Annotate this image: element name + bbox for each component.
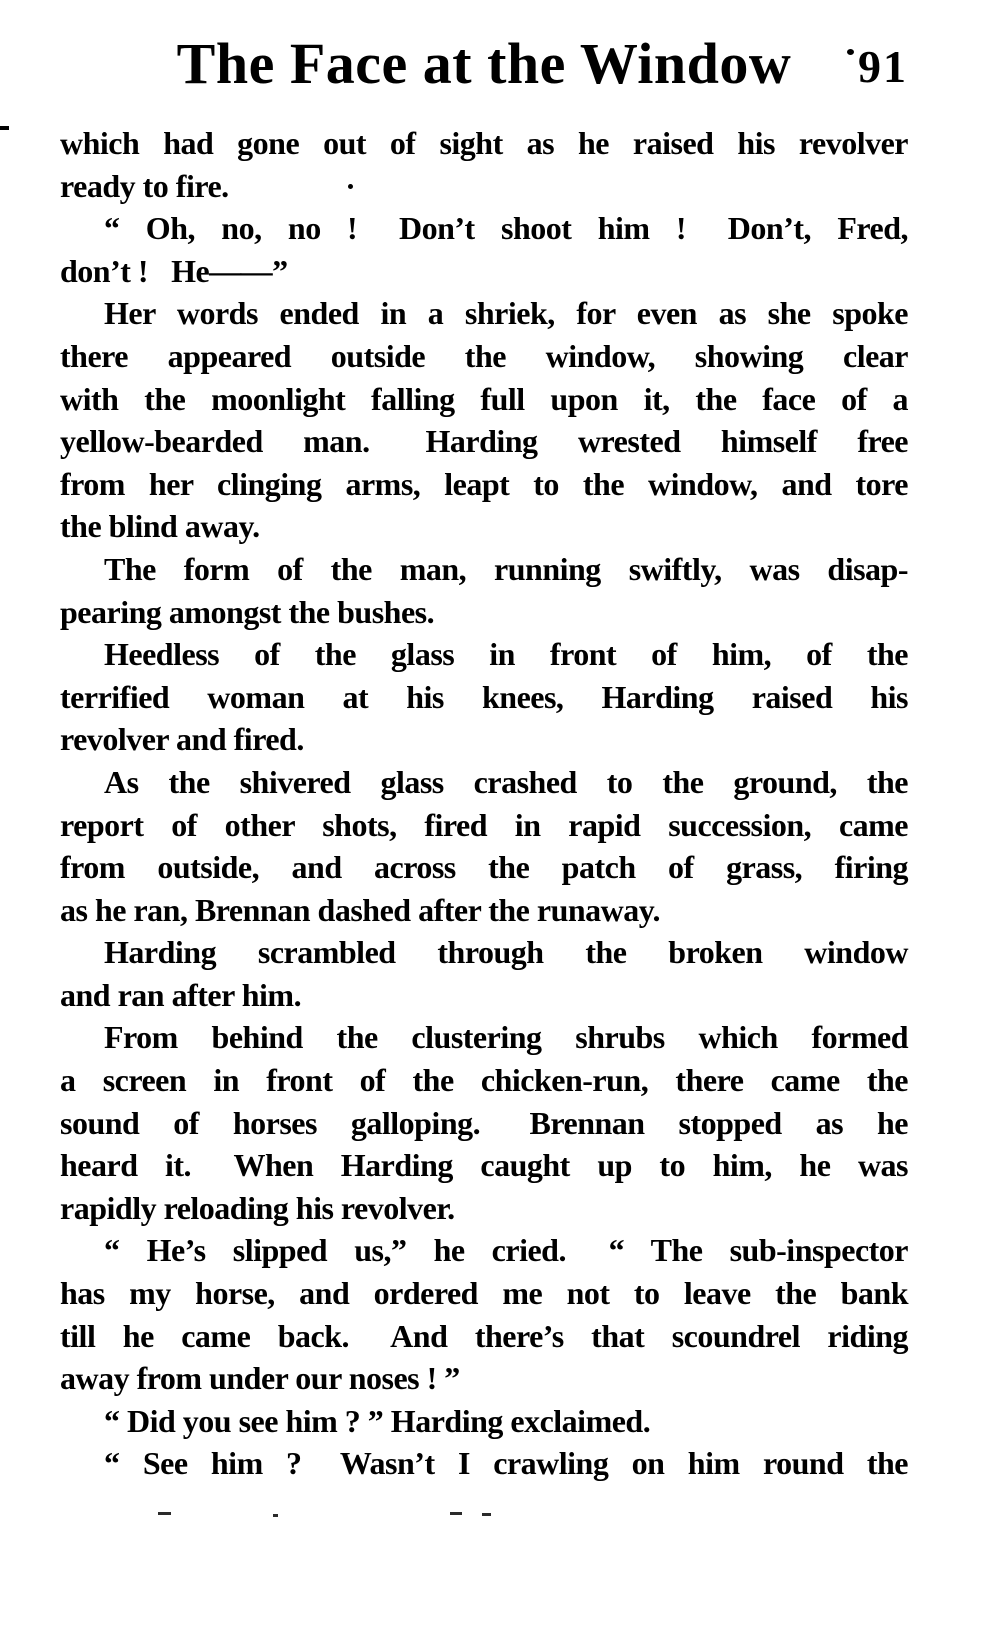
paragraph: [60, 1016, 908, 1229]
text-line: Heedless of the glass in front of him, of the: [104, 636, 908, 673]
text-line: terrified woman at his knees, Harding raised his: [60, 678, 908, 715]
scan-artifact-bottom-dash-4: [482, 1513, 491, 1516]
text-line: As the shivered glass crashed to the ground, the: [104, 763, 908, 800]
text-line: don’t ! He——”: [60, 252, 288, 289]
text-line: pearing amongst the bushes.: [60, 593, 435, 630]
text-line: from her clinging arms, leapt to the window, and tore: [60, 465, 908, 502]
scan-artifact-left-margin-dash: [0, 126, 9, 130]
paragraph: [60, 1442, 908, 1485]
text-line: away from under our noses ! ”: [60, 1360, 460, 1397]
text-line: a screen in front of the chicken-run, there came the: [60, 1062, 908, 1099]
paragraph: [60, 633, 908, 761]
paragraph: [60, 122, 908, 207]
text-line: report of other shots, fired in rapid succession, came: [60, 806, 908, 843]
text-line: Her words ended in a shriek, for even as she spoke: [104, 295, 908, 332]
text-line: Harding scrambled through the broken window: [104, 934, 908, 971]
text-line: the blind away.: [60, 508, 260, 545]
scan-artifact-dot-under-text: [348, 184, 353, 189]
text-line: and ran after him.: [60, 976, 302, 1013]
text-line: From behind the clustering shrubs which formed: [104, 1019, 908, 1056]
scan-artifact-dot-above-page-number: [847, 49, 854, 55]
text-line: ready to fire.: [60, 167, 229, 204]
page-header: [60, 0, 908, 96]
text-line: The form of the man, running swiftly, was disap-: [104, 550, 908, 587]
paragraph: [60, 207, 908, 292]
scan-artifact-bottom-dash-2: [273, 1514, 278, 1517]
text-line: which had gone out of sight as he raised his revolver: [60, 125, 908, 161]
page-number: 91: [858, 41, 908, 92]
paragraph: [60, 548, 908, 633]
text-line: sound of horses galloping. Brennan stopped as he: [60, 1104, 908, 1141]
text-line: rapidly reloading his revolver.: [60, 1189, 455, 1226]
text-line: heard it. When Harding caught up to him, he was: [60, 1147, 908, 1184]
text-line: till he came back. And there’s that scoundrel riding: [60, 1317, 908, 1354]
text-line: yellow-bearded man. Harding wrested himself free: [60, 423, 908, 460]
running-title: The Face at the Window: [176, 31, 792, 96]
text-line: there appeared outside the window, showing clear: [60, 337, 908, 374]
text-line: “ See him ? Wasn’t I crawling on him round the: [104, 1445, 908, 1482]
text-line: revolver and fired.: [60, 721, 304, 758]
text-line: “ Oh, no, no ! Don’t shoot him ! Don’t, Fred,: [104, 210, 908, 247]
text-line: “ Did you see him ? ” Harding exclaimed.: [104, 1402, 651, 1439]
scan-artifact-bottom-dash-3: [450, 1512, 462, 1515]
paragraph: [60, 1229, 908, 1399]
text-line: as he ran, Brennan dashed after the runaway.: [60, 891, 660, 928]
text-line: has my horse, and ordered me not to leave the bank: [60, 1275, 908, 1312]
text-line: with the moonlight falling full upon it, the face of a: [60, 380, 908, 417]
text-line: from outside, and across the patch of grass, firing: [60, 849, 908, 886]
text-line: “ He’s slipped us,” he cried. “ The sub-inspector: [104, 1232, 908, 1269]
paragraph: [60, 761, 908, 931]
paragraph: [60, 931, 908, 1016]
paragraph: [60, 292, 908, 548]
scan-artifact-bottom-dash-1: [158, 1512, 171, 1515]
page-body: [60, 122, 908, 1485]
paragraph: [60, 1400, 908, 1443]
